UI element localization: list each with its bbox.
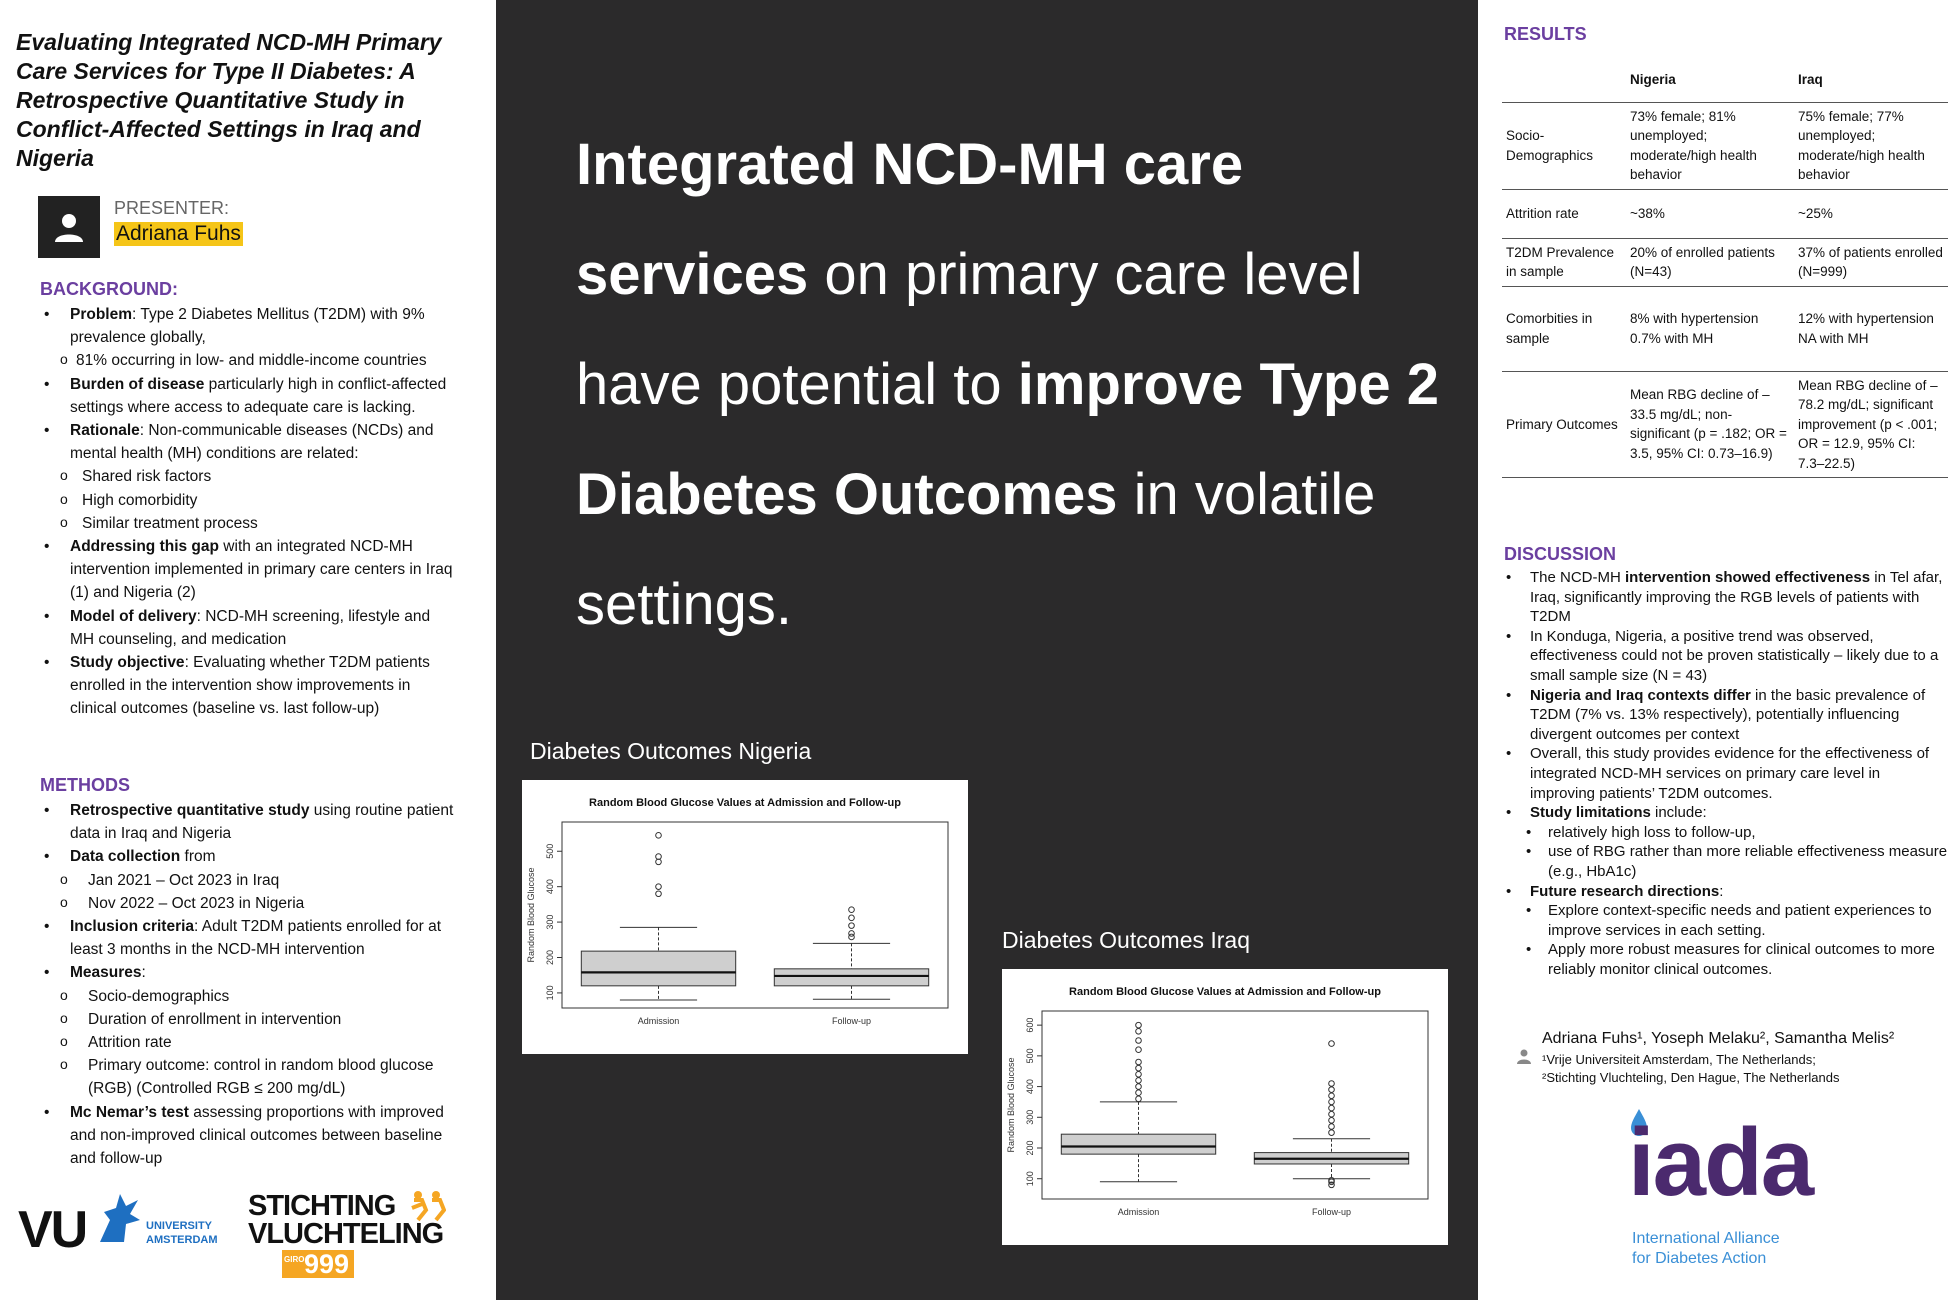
left-column [0, 0, 496, 1300]
outlier-point [656, 859, 662, 865]
outlier-point [1329, 1081, 1335, 1087]
right-column [1478, 0, 1956, 1300]
list-subitem: o 81% occurring in low- and middle-income countries [40, 349, 458, 372]
box-admission [1061, 1134, 1215, 1154]
table-row [1502, 189, 1948, 238]
y-tick-label: 600 [1025, 1017, 1035, 1033]
table-row [1502, 371, 1948, 478]
outlier-point [1136, 1028, 1142, 1034]
sv-badge-number: 999 [304, 1249, 350, 1279]
sv-giro: GIRO [284, 1255, 305, 1264]
outlier-point [1329, 1130, 1335, 1136]
list-item: • Study objective: Evaluating whether T2DM patients enrolled in the intervention show improvements in clinical outcomes (baseline vs. last follow-up) [40, 651, 458, 721]
list-subitem: • Apply more robust measures for clinical outcomes to more reliably monitor clinical outcomes. [1502, 940, 1948, 979]
column-header: Nigeria [1630, 72, 1676, 87]
outlier-point [1329, 1118, 1335, 1124]
box-follow-up [774, 969, 928, 986]
presenter-label: PRESENTER: [114, 198, 230, 218]
row-label: Socio-Demographics [1502, 102, 1626, 189]
outlier-point [1329, 1124, 1335, 1130]
y-tick-label: 400 [1025, 1079, 1035, 1095]
table-header-row [1502, 66, 1948, 102]
list-item: • Problem: Type 2 Diabetes Mellitus (T2DM) with 9% prevalence globally, [40, 303, 458, 349]
vu-logo [18, 1190, 228, 1260]
outlier-point [849, 915, 855, 921]
affiliation-2: ²Stichting Vluchteling, Den Hague, The Netherlands [1542, 1070, 1840, 1085]
column-header: Iraq [1798, 72, 1823, 87]
list-item: • Measures: [40, 961, 458, 984]
iraq-boxplot-chart [1002, 969, 1448, 1245]
table-cell: 37% of patients enrolled (N=999) [1794, 238, 1948, 286]
list-item: • Nigeria and Iraq contexts differ in the basic prevalence of T2DM (7% vs. 13% respectively), potentially influencing divergent outcomes per context [1502, 686, 1948, 745]
iada-wordmark: iada [1628, 1109, 1813, 1216]
table-cell: ~25% [1794, 189, 1948, 238]
vu-line1: UNIVERSITY [146, 1220, 213, 1232]
list-item: • Addressing this gap with an integrated NCD-MH intervention implemented in primary care centers in Iraq (1) and Nigeria (2) [40, 535, 458, 605]
table-cell: 75% female; 77% unemployed; moderate/high health behavior [1794, 102, 1948, 189]
list-item: • Data collection from [40, 845, 458, 868]
sv-line2: VLUCHTELING [248, 1218, 444, 1250]
results-table [1502, 66, 1948, 478]
x-tick-label: Admission [637, 1016, 680, 1026]
list-item: • Future research directions: [1502, 882, 1948, 902]
outlier-point [1136, 1065, 1142, 1071]
list-item: • Mc Nemar’s test assessing proportions with improved and non-improved clinical outcomes between baseline and follow-up [40, 1101, 458, 1171]
list-subitem: o Nov 2022 – Oct 2023 in Nigeria [40, 892, 458, 915]
box-admission [581, 951, 735, 986]
column-header [1502, 66, 1626, 102]
y-tick-label: 300 [1025, 1109, 1035, 1125]
background-list [40, 303, 458, 721]
iada-tagline-1: International Alliance [1632, 1230, 1780, 1247]
y-tick-label: 100 [545, 985, 555, 1001]
y-tick-label: 500 [545, 843, 555, 859]
row-label: T2DM Prevalence in sample [1502, 238, 1626, 286]
outlier-point [656, 884, 662, 890]
methods-heading: METHODS [40, 775, 130, 795]
runner-icon [408, 1190, 446, 1222]
row-label: Attrition rate [1502, 189, 1626, 238]
y-tick-label: 300 [545, 914, 555, 930]
list-subitem: • relatively high loss to follow-up, [1502, 823, 1948, 843]
list-subitem: o Attrition rate [40, 1031, 458, 1054]
center-panel [496, 0, 1478, 1300]
row-label: Primary Outcomes [1502, 371, 1626, 478]
outlier-point [1136, 1090, 1142, 1096]
boxplot-svg [1002, 969, 1448, 1245]
table-row [1502, 102, 1948, 189]
list-subitem: o Primary outcome: control in random blood glucose (RGB) (Controlled RGB ≤ 200 mg/dL) [40, 1054, 458, 1100]
list-item: • In Konduga, Nigeria, a positive trend was observed, effectiveness could not be proven statistically – likely due to a small sample size (N = 43) [1502, 627, 1948, 686]
table-cell: Mean RBG decline of –33.5 mg/dL; non-significant (p = .182; OR = 3.5, 95% CI: 0.73–16.9) [1626, 371, 1794, 478]
table-row [1502, 286, 1948, 371]
iada-tagline-2: for Diabetes Action [1632, 1250, 1767, 1267]
iada-logo [1628, 1108, 1848, 1278]
list-item: • Study limitations include: [1502, 803, 1948, 823]
main-message: Integrated NCD-MH care services on primary care level have potential to improve Type 2 Diabetes Outcomes in volatile settings. [576, 132, 1439, 637]
poster-title: Evaluating Integrated NCD-MH Primary Care Services for Type II Diabetes: A Retrospective Quantitative Study in Conflict-Affected Settings in Iraq and Nigeria [16, 29, 442, 171]
table-cell: ~38% [1626, 189, 1794, 238]
stichting-vluchteling-logo [248, 1190, 488, 1290]
person-icon [1516, 1048, 1532, 1064]
list-item: • The NCD-MH intervention showed effectiveness in Tel afar, Iraq, significantly improving the RGB levels of patients with T2DM [1502, 568, 1948, 627]
outlier-point [849, 923, 855, 929]
list-item: • Retrospective quantitative study using routine patient data in Iraq and Nigeria [40, 799, 458, 845]
outlier-point [1136, 1047, 1142, 1053]
list-item: • Inclusion criteria: Adult T2DM patients enrolled for at least 3 months in the NCD-MH intervention [40, 915, 458, 961]
y-axis-label: Random Blood Glucose [526, 867, 536, 963]
table-cell: 8% with hypertension 0.7% with MH [1626, 286, 1794, 371]
table-cell: Mean RBG decline of –78.2 mg/dL; significant improvement (p < .001; OR = 12.9, 95% CI: 7.3–22.5) [1794, 371, 1948, 478]
boxplot-svg [522, 780, 968, 1054]
list-subitem: • use of RBG rather than more reliable effectiveness measure (e.g., HbA1c) [1502, 842, 1948, 881]
table-row [1502, 238, 1948, 286]
outlier-point [1329, 1105, 1335, 1111]
table-cell: 20% of enrolled patients (N=43) [1626, 238, 1794, 286]
list-subitem: o Duration of enrollment in intervention [40, 1008, 458, 1031]
outlier-point [1329, 1099, 1335, 1105]
iraq-chart-label: Diabetes Outcomes Iraq [1002, 927, 1251, 953]
outlier-point [1329, 1041, 1335, 1047]
list-item: • Burden of disease particularly high in conflict-affected settings where access to adequate care is lacking. [40, 373, 458, 419]
nigeria-chart-label: Diabetes Outcomes Nigeria [530, 738, 812, 764]
x-tick-label: Admission [1117, 1207, 1160, 1217]
y-tick-label: 100 [1025, 1171, 1035, 1187]
background-heading: BACKGROUND: [40, 279, 178, 299]
outlier-point [1329, 1087, 1335, 1093]
person-icon [38, 196, 100, 258]
outlier-point [1136, 1059, 1142, 1065]
table-cell: 12% with hypertension NA with MH [1794, 286, 1948, 371]
affiliation-1: ¹Vrije Universiteit Amsterdam, The Netherlands; [1542, 1052, 1816, 1067]
presenter-name: Adriana Fuhs [116, 222, 241, 245]
list-subitem: o Shared risk factors [40, 465, 458, 488]
plot-frame [1042, 1011, 1428, 1199]
list-subitem: o Similar treatment process [40, 512, 458, 535]
results-heading: RESULTS [1504, 24, 1587, 44]
outlier-point [1329, 1111, 1335, 1117]
y-tick-label: 200 [1025, 1140, 1035, 1156]
x-tick-label: Follow-up [1311, 1207, 1352, 1217]
griffin-icon [94, 1190, 144, 1250]
y-tick-label: 200 [545, 949, 555, 966]
nigeria-boxplot-chart [522, 780, 968, 1054]
outlier-point [1136, 1096, 1142, 1102]
vu-line2: AMSTERDAM [146, 1234, 218, 1246]
list-subitem: • Explore context-specific needs and patient experiences to improve services in each setting. [1502, 901, 1948, 940]
y-tick-label: 400 [545, 879, 555, 895]
x-tick-label: Follow-up [831, 1016, 872, 1026]
outlier-point [849, 907, 855, 913]
outlier-point [1329, 1093, 1335, 1099]
sv-badge [282, 1250, 354, 1278]
list-item: • Model of delivery: NCD-MH screening, lifestyle and MH counseling, and medication [40, 605, 458, 651]
table-cell: 73% female; 81% unemployed; moderate/high health behavior [1626, 102, 1794, 189]
presenter-block [38, 196, 458, 258]
outlier-point [1136, 1078, 1142, 1084]
y-tick-label: 500 [1025, 1048, 1035, 1064]
discussion-list [1502, 568, 1948, 979]
outlier-point [656, 891, 662, 897]
list-item: • Rationale: Non-communicable diseases (NCDs) and mental health (MH) conditions are related: [40, 419, 458, 465]
list-item: • Overall, this study provides evidence for the effectiveness of integrated NCD-MH services on primary care level in improving patients’ T2DM outcomes. [1502, 744, 1948, 803]
discussion-heading: DISCUSSION [1504, 544, 1617, 564]
chart-title: Random Blood Glucose Values at Admission and Follow-up [1069, 986, 1381, 998]
vu-wordmark: VU [18, 1201, 87, 1259]
y-axis-label: Random Blood Glucose [1006, 1057, 1016, 1153]
methods-list [40, 799, 458, 1170]
sv-line1: STICHTING [248, 1190, 396, 1222]
list-subitem: o Socio-demographics [40, 985, 458, 1008]
chart-title: Random Blood Glucose Values at Admission and Follow-up [589, 797, 901, 809]
list-subitem: o High comorbidity [40, 489, 458, 512]
outlier-point [849, 931, 855, 937]
outlier-point [1136, 1038, 1142, 1044]
author-names: Adriana Fuhs¹, Yoseph Melaku², Samantha Melis² [1542, 1030, 1895, 1047]
outlier-point [1136, 1084, 1142, 1090]
outlier-point [656, 833, 662, 839]
outlier-point [1136, 1022, 1142, 1028]
outlier-point [1136, 1071, 1142, 1077]
outlier-point [656, 854, 662, 860]
partner-logos [18, 1190, 488, 1290]
list-subitem: o Jan 2021 – Oct 2023 in Iraq [40, 869, 458, 892]
row-label: Comorbities in sample [1502, 286, 1626, 371]
